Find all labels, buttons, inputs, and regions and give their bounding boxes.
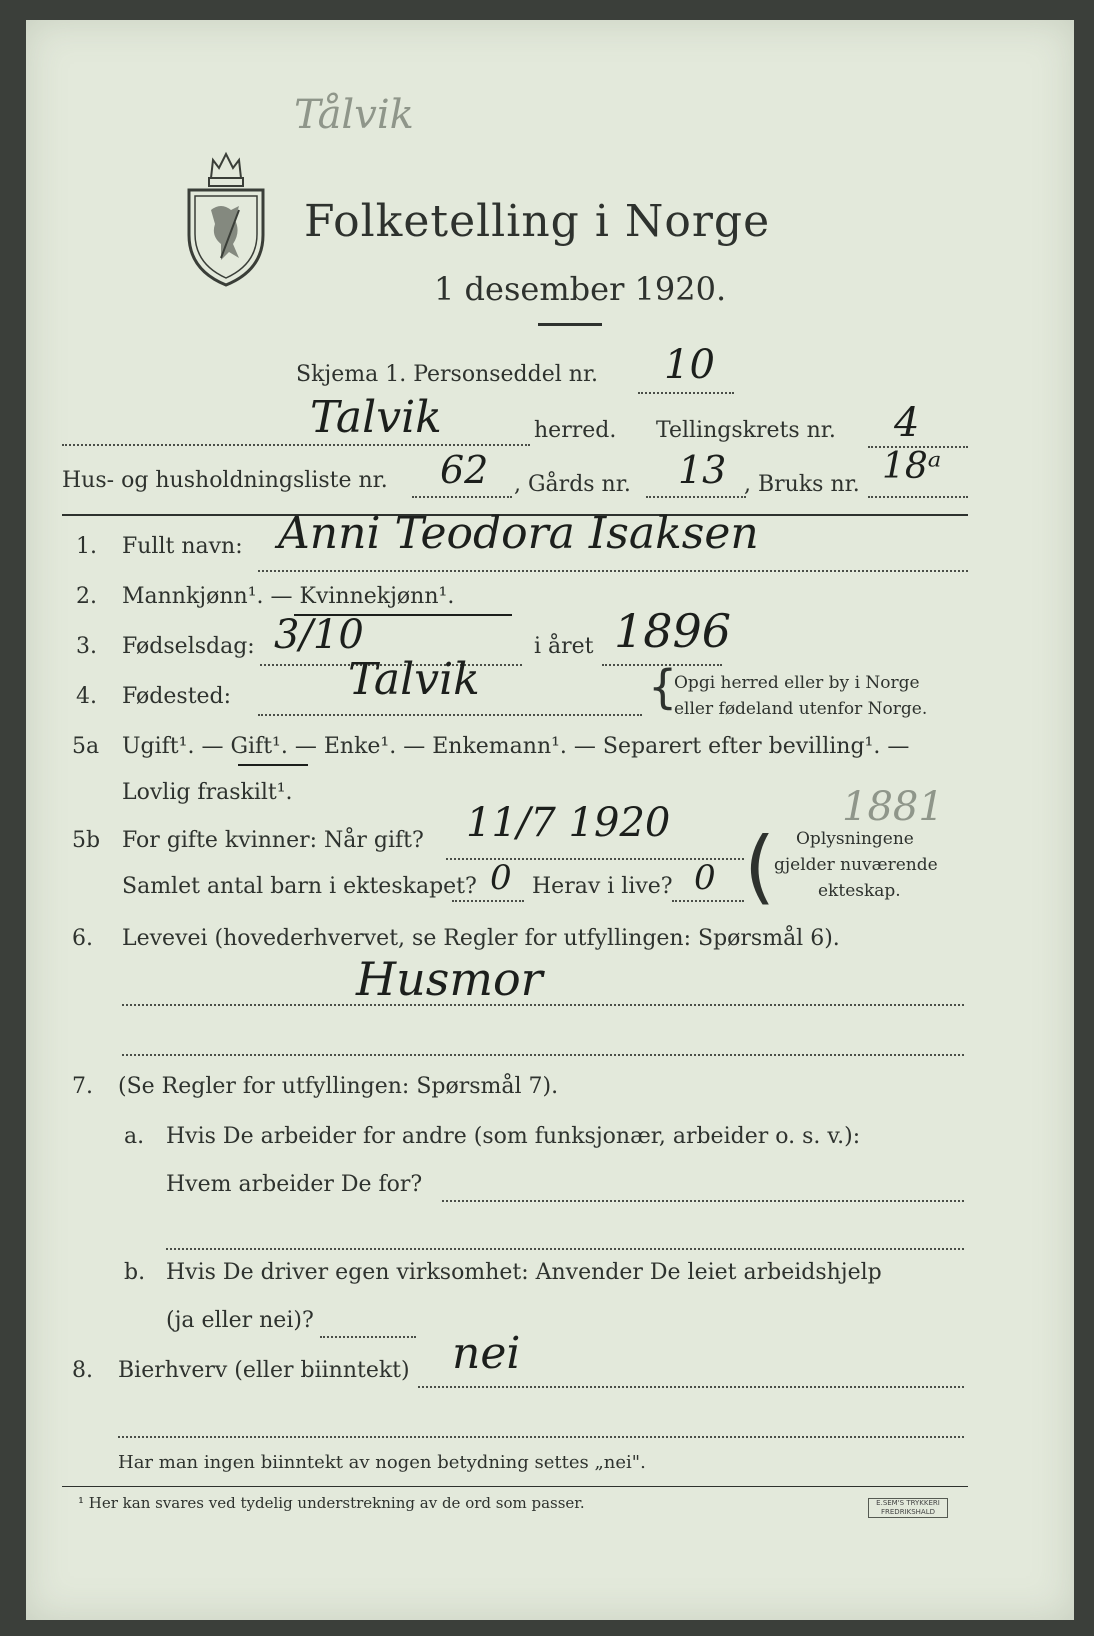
q7b-line	[320, 1336, 416, 1338]
q8-number: 8.	[72, 1358, 93, 1383]
schema-label: Skjema 1. Personseddel nr.	[296, 362, 599, 387]
husholdningsliste-label: Hus- og husholdningsliste nr.	[62, 468, 388, 493]
q8-line2	[118, 1436, 964, 1438]
q3-year-value: 1896	[614, 604, 732, 658]
q5b-children-value: 0	[490, 858, 512, 898]
q1-number: 1.	[76, 534, 97, 559]
q8-value: nei	[452, 1328, 521, 1379]
title-divider	[538, 323, 602, 326]
q2-number: 2.	[76, 584, 97, 609]
q5b-alive-label: Herav i live?	[532, 874, 673, 899]
q7a-label: Hvis De arbeider for andre (som funksjonær, arbeider o. s. v.):	[166, 1124, 861, 1149]
q5b-alive-line	[672, 900, 744, 902]
q7-number: 7.	[72, 1074, 93, 1099]
q5b-brace: (	[744, 820, 776, 913]
q6-label: Levevei (hovederhvervet, se Regler for utfyllingen: Spørsmål 6).	[122, 926, 840, 951]
q7b-letter: b.	[124, 1260, 146, 1285]
gards-value: 13	[678, 448, 727, 492]
q7b-question: (ja eller nei)?	[166, 1308, 314, 1333]
q1-label: Fullt navn:	[122, 534, 243, 559]
herred-line	[62, 444, 530, 446]
q3-date-value: 3/10	[274, 612, 364, 658]
printer-stamp	[868, 1498, 948, 1518]
q4-note-line1: Opgi herred eller by i Norge	[674, 673, 920, 693]
q5a-options-cont: Lovlig fraskilt¹.	[122, 780, 293, 805]
q5b-alive-value: 0	[694, 858, 716, 898]
herred-label: herred.	[534, 418, 617, 443]
printer-stamp-line1: E.SEM'S TRYKKERI	[876, 1499, 940, 1507]
q7-label: (Se Regler for utfyllingen: Spørsmål 7).	[118, 1074, 559, 1099]
q5a-underline	[238, 764, 308, 766]
pencil-note: Tålvik	[294, 92, 414, 138]
q3-year-label: i året	[534, 634, 594, 659]
q3-number: 3.	[76, 634, 97, 659]
tellingskrets-value: 4	[894, 400, 920, 446]
q1-line	[258, 570, 968, 572]
q7a-line2	[166, 1248, 964, 1250]
husholdningsliste-value: 62	[440, 448, 489, 492]
printer-stamp-line2: FREDRIKSHALD	[880, 1508, 935, 1516]
personseddel-line	[638, 392, 734, 394]
q5a-options: Ugift¹. — Gift¹. — Enke¹. — Enkemann¹. — Separert efter bevilling¹. —	[122, 734, 910, 759]
q8-label: Bierhverv (eller biinntekt)	[118, 1358, 410, 1383]
herred-value: Talvik	[310, 392, 442, 443]
q6-value: Husmor	[356, 952, 543, 1006]
q5b-children-line	[452, 900, 524, 902]
q4-note-line2: eller fødeland utenfor Norge.	[674, 699, 928, 719]
q6-line2	[122, 1054, 964, 1056]
q5b-children-label: Samlet antal barn i ekteskapet?	[122, 874, 477, 899]
nei-note: Har man ingen biinntekt av nogen betydning settes „nei".	[118, 1452, 646, 1473]
q6-number: 6.	[72, 926, 93, 951]
husholdningsliste-line	[412, 496, 512, 498]
form-date: 1 desember 1920.	[434, 270, 727, 308]
bruks-value: 18ᵃ	[882, 446, 942, 487]
q5b-note-line3: ekteskap.	[818, 881, 901, 901]
q2-label: Mannkjønn¹. — Kvinnekjønn¹.	[122, 584, 455, 609]
q6-line1	[122, 1004, 964, 1006]
q5b-pencil-year: 1881	[842, 784, 944, 830]
q5b-label: For gifte kvinner: Når gift?	[122, 828, 424, 853]
coat-of-arms-icon	[181, 140, 271, 290]
gards-label: , Gårds nr.	[514, 472, 631, 497]
q5b-number: 5b	[72, 828, 101, 853]
census-form-sheet	[26, 20, 1074, 1620]
personseddel-value: 10	[664, 342, 715, 388]
tellingskrets-label: Tellingskrets nr.	[656, 418, 836, 443]
q5b-married-value: 11/7 1920	[466, 800, 671, 846]
q3-label: Fødselsdag:	[122, 634, 255, 659]
footnote-rule	[62, 1486, 968, 1487]
q1-value: Anni Teodora Isaksen	[278, 508, 759, 559]
q4-number: 4.	[76, 684, 97, 709]
footnote: ¹ Her kan svares ved tydelig understrekning av de ord som passer.	[78, 1494, 585, 1512]
form-title: Folketelling i Norge	[304, 196, 771, 247]
q4-label: Fødested:	[122, 684, 232, 709]
q4-brace: {	[648, 660, 678, 714]
q7a-line1	[442, 1200, 964, 1202]
gards-line	[646, 496, 746, 498]
q5a-number: 5a	[72, 734, 100, 759]
q7b-label: Hvis De driver egen virksomhet: Anvender De leiet arbeidshjelp	[166, 1260, 882, 1285]
q4-value: Talvik	[348, 654, 480, 705]
bruks-label: , Bruks nr.	[744, 472, 860, 497]
q5b-note-line1: Oplysningene	[796, 829, 914, 849]
q7a-question: Hvem arbeider De for?	[166, 1172, 423, 1197]
q8-line1	[418, 1386, 964, 1388]
q5b-note-line2: gjelder nuværende	[774, 855, 938, 875]
q7a-letter: a.	[124, 1124, 145, 1149]
q4-line	[258, 714, 642, 716]
bruks-line	[868, 496, 968, 498]
